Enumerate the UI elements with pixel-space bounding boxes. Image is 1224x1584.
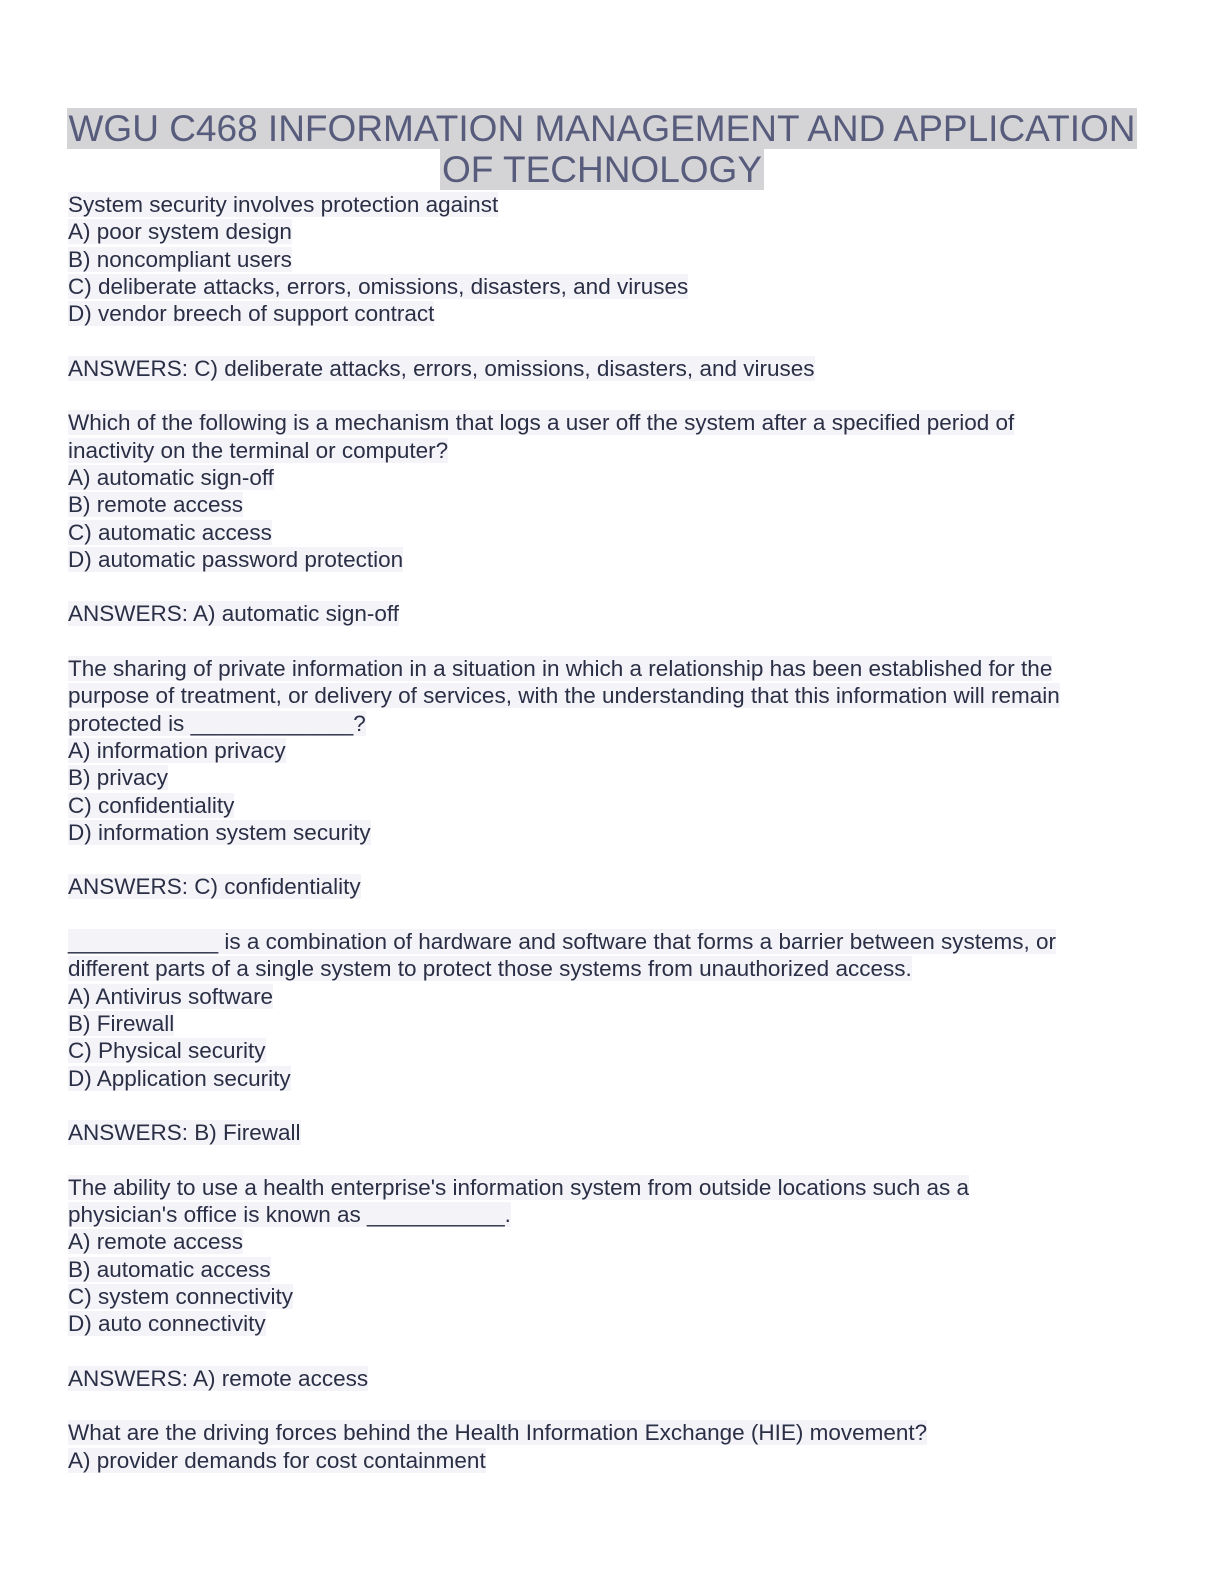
answer-option-text: A) information privacy: [68, 737, 286, 763]
question-stem-line: [68, 928, 1158, 955]
question-stem-text: physician's office is known as ___________.: [68, 1201, 511, 1227]
spacer: [68, 1392, 1158, 1419]
question-block: [68, 191, 1158, 409]
answer-option: [68, 1447, 1158, 1474]
question-stem-line: [68, 1174, 1158, 1201]
answer-option-text: B) privacy: [68, 765, 169, 791]
answer-option: [68, 300, 1158, 327]
spacer: [68, 1092, 1158, 1119]
answer-option-text: A) poor system design: [68, 219, 292, 245]
answer-option-text: A) remote access: [68, 1229, 244, 1255]
answer-option-text: D) Application security: [68, 1065, 291, 1091]
answer-option-text: A) Antivirus software: [68, 983, 274, 1009]
answer-key: [68, 873, 1158, 900]
spacer: [68, 846, 1158, 873]
answer-option-text: C) confidentiality: [68, 792, 235, 818]
answer-key-text: ANSWERS: C) confidentiality: [68, 874, 361, 900]
spacer: [68, 1337, 1158, 1364]
answer-key-text: ANSWERS: C) deliberate attacks, errors, omissions, disasters, and viruses: [68, 355, 815, 381]
answer-option-text: C) automatic access: [68, 519, 272, 545]
question-stem-text: different parts of a single system to protect those systems from unauthorized access.: [68, 956, 912, 982]
question-stem-line: [68, 191, 1158, 218]
answer-option: [68, 983, 1158, 1010]
answer-option: [68, 1065, 1158, 1092]
question-stem-line: [68, 655, 1158, 682]
question-stem-text: inactivity on the terminal or computer?: [68, 437, 449, 463]
question-stem-line: [68, 437, 1158, 464]
answer-option: [68, 464, 1158, 491]
answer-key: [68, 600, 1158, 627]
answer-option: [68, 1010, 1158, 1037]
answer-option-text: B) noncompliant users: [68, 246, 292, 272]
answer-option-text: C) deliberate attacks, errors, omissions, disasters, and viruses: [68, 273, 689, 299]
question-block: [68, 1174, 1158, 1420]
answer-option: [68, 1037, 1158, 1064]
spacer: [68, 901, 1158, 928]
answer-option: [68, 546, 1158, 573]
spacer: [68, 628, 1158, 655]
question-stem-line: [68, 710, 1158, 737]
answer-option-text: A) automatic sign-off: [68, 464, 274, 490]
answer-option: [68, 764, 1158, 791]
spacer: [68, 327, 1158, 354]
question-stem-text: purpose of treatment, or delivery of services, with the understanding that this information will remain: [68, 683, 1060, 709]
answer-key: [68, 355, 1158, 382]
answer-option-text: D) vendor breech of support contract: [68, 301, 435, 327]
question-list: [68, 191, 1158, 1474]
answer-option-text: B) remote access: [68, 492, 244, 518]
answer-key-text: ANSWERS: B) Firewall: [68, 1120, 301, 1146]
question-stem-line: [68, 682, 1158, 709]
question-stem-text: The ability to use a health enterprise's information system from outside locations such as a: [68, 1174, 969, 1200]
answer-key-text: ANSWERS: A) remote access: [68, 1365, 369, 1391]
question-stem-line: [68, 1419, 1158, 1446]
answer-option: [68, 218, 1158, 245]
answer-option-text: C) system connectivity: [68, 1283, 294, 1309]
spacer: [68, 382, 1158, 409]
answer-option: [68, 819, 1158, 846]
answer-option-text: D) automatic password protection: [68, 546, 404, 572]
answer-option: [68, 1256, 1158, 1283]
answer-option: [68, 273, 1158, 300]
question-stem-text: ____________ is a combination of hardware and software that forms a barrier between systems, or: [68, 929, 1057, 955]
title-line-2: OF TECHNOLOGY: [441, 149, 763, 190]
answer-option-text: C) Physical security: [68, 1038, 266, 1064]
document-title: [60, 108, 1144, 190]
answer-option: [68, 737, 1158, 764]
answer-option-text: B) Firewall: [68, 1010, 175, 1036]
question-block: [68, 655, 1158, 928]
answer-key-text: ANSWERS: A) automatic sign-off: [68, 601, 399, 627]
answer-key: [68, 1119, 1158, 1146]
answer-option-text: B) automatic access: [68, 1256, 271, 1282]
question-stem-text: System security involves protection against: [68, 192, 499, 217]
answer-option: [68, 1283, 1158, 1310]
answer-option: [68, 519, 1158, 546]
question-stem-text: Which of the following is a mechanism that logs a user off the system after a specified period of: [68, 410, 1015, 436]
answer-option-text: D) information system security: [68, 819, 371, 845]
answer-option: [68, 1310, 1158, 1337]
answer-key: [68, 1365, 1158, 1392]
spacer: [68, 1146, 1158, 1173]
answer-option-text: D) auto connectivity: [68, 1311, 266, 1337]
question-block: [68, 928, 1158, 1174]
question-stem-text: The sharing of private information in a situation in which a relationship has been established for the: [68, 656, 1053, 682]
title-line-1: WGU C468 INFORMATION MANAGEMENT AND APPLICATION: [68, 108, 1136, 149]
answer-option: [68, 491, 1158, 518]
answer-option: [68, 1228, 1158, 1255]
answer-option: [68, 246, 1158, 273]
answer-option: [68, 792, 1158, 819]
spacer: [68, 573, 1158, 600]
question-stem-text: What are the driving forces behind the Health Information Exchange (HIE) movement?: [68, 1420, 928, 1446]
question-stem-line: [68, 955, 1158, 982]
question-stem-text: protected is _____________?: [68, 710, 366, 736]
question-block: [68, 409, 1158, 655]
question-stem-line: [68, 409, 1158, 436]
question-stem-line: [68, 1201, 1158, 1228]
answer-option-text: A) provider demands for cost containment: [68, 1447, 486, 1473]
question-block: [68, 1419, 1158, 1474]
